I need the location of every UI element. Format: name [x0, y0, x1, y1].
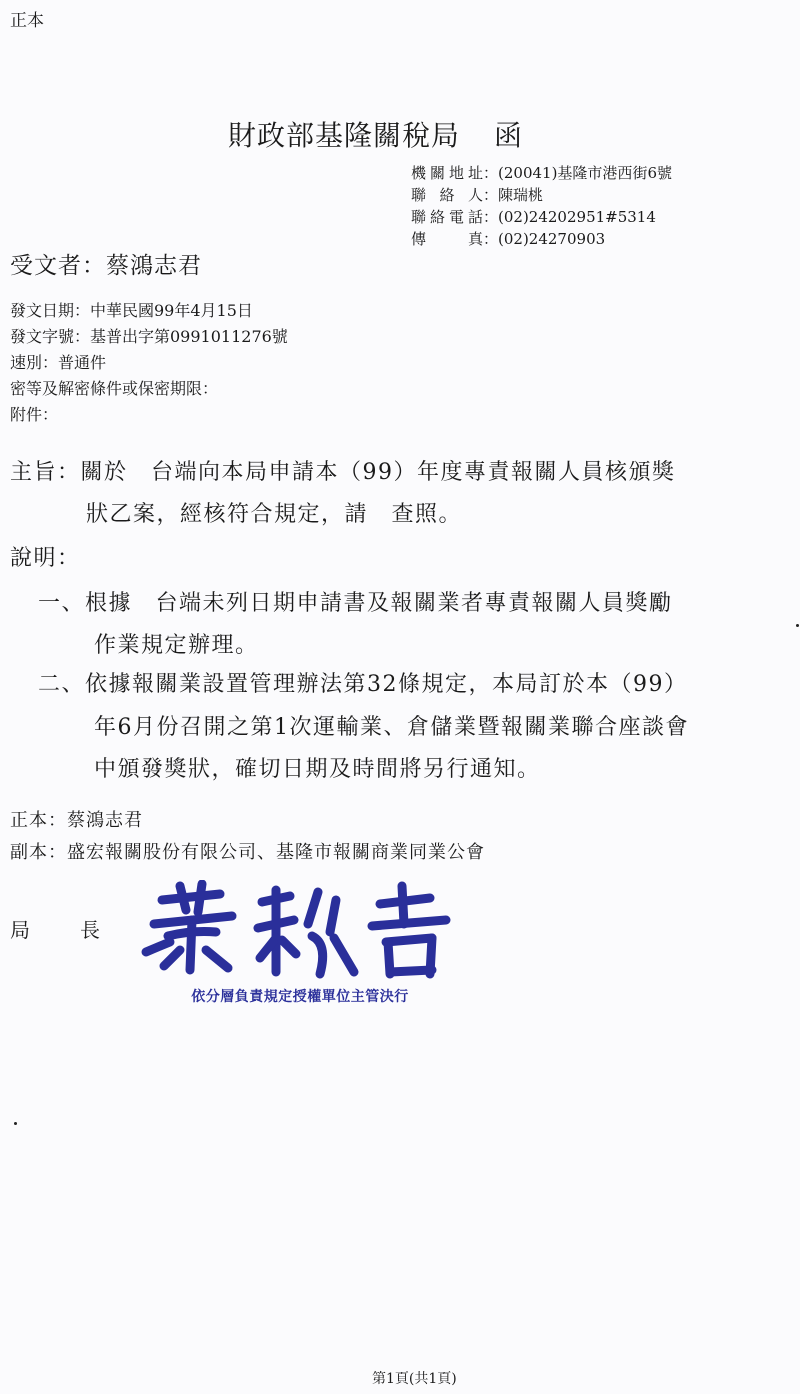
copy-recipients: 副本：盛宏報關股份有限公司、基隆市報關商業同業公會 [10, 842, 485, 863]
document-number: 發文字號：基普出字第0991011276號 [10, 327, 288, 346]
contact-value: (02)24202951#5314 [498, 208, 656, 226]
director-label-char: 長 [80, 918, 100, 942]
document-title [228, 114, 523, 154]
explanation-heading: 說明： [10, 546, 81, 571]
contact-label: 傳真 [411, 230, 483, 248]
subject-line: 狀乙案，經核符合規定，請 查照。 [86, 502, 463, 527]
contact-person: 聯絡人：陳瑞桃 [411, 186, 544, 204]
explanation-item-2: 二、依據報關業設置管理辦法第32條規定，本局訂於本（99） [38, 672, 688, 697]
page-number: 第1頁(共1頁) [372, 1371, 457, 1387]
contact-label: 機關地址 [411, 164, 483, 182]
director-stamp [140, 880, 470, 1020]
delivery-speed: 速別：普通件 [10, 353, 107, 372]
explanation-item-1: 一、根據 台端未列日期申請書及報關業者專責報關人員獎勵 [38, 591, 673, 616]
delegation-note: 依分層負責規定授權單位主管決行 [191, 989, 409, 1005]
contact-value: 陳瑞桃 [498, 186, 544, 204]
confidentiality: 密等及解密條件或保密期限： [10, 379, 219, 398]
contact-label: 聯絡電話 [411, 208, 483, 226]
recipient: 受文者：蔡鴻志君 [10, 253, 202, 279]
director-label [10, 914, 100, 943]
subject-line: 主旨：關於 台端向本局申請本（99）年度專責報關人員核頒獎 [10, 460, 676, 485]
contact-value: (20041)基隆市港西街6號 [498, 164, 672, 182]
issue-date: 發文日期：中華民國99年4月15日 [10, 301, 253, 320]
explanation-item-2-cont: 年6月份召開之第1次運輸業、倉儲業暨報關業聯合座談會 [94, 715, 689, 740]
contact-fax: 傳真：(02)24270903 [411, 230, 606, 248]
contact-phone: 聯絡電話：(02)24202951#5314 [411, 208, 656, 226]
explanation-item-2-cont: 中頒發獎狀，確切日期及時間將另行通知。 [94, 757, 541, 782]
copy-label: 正本 [10, 11, 44, 31]
original-recipient: 正本：蔡鴻志君 [10, 810, 143, 831]
explanation-item-1-cont: 作業規定辦理。 [94, 633, 259, 658]
signature-seal-image [140, 880, 460, 988]
scan-speck [14, 1122, 17, 1125]
agency-name: 財政部基隆關稅局 [228, 119, 461, 152]
contact-value: (02)24270903 [498, 230, 606, 248]
contact-label: 聯絡人 [411, 186, 483, 204]
contact-address: 機關地址：(20041)基隆市港西街6號 [411, 164, 672, 182]
attachments: 附件： [10, 405, 59, 424]
scan-speck [796, 624, 799, 627]
document-kind: 函 [494, 119, 524, 152]
director-label-char: 局 [10, 918, 30, 942]
